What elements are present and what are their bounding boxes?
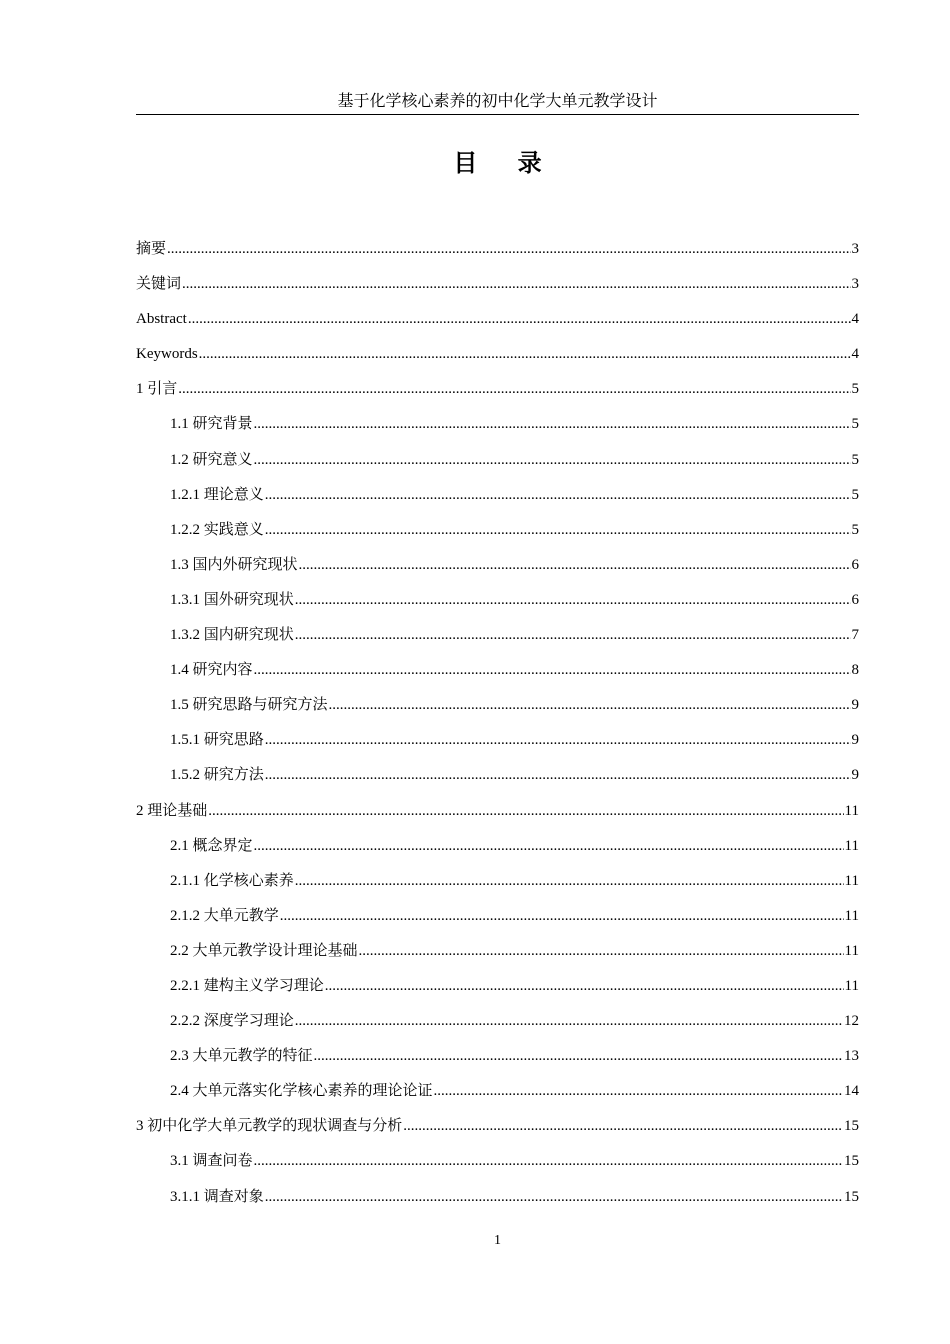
toc-entry[interactable] <box>136 1149 859 1184</box>
toc-entry[interactable] <box>136 834 859 869</box>
toc-dot-leader <box>265 483 851 507</box>
toc-entry[interactable] <box>136 377 859 412</box>
toc-entry-label: 1.5 研究思路与研究方法 <box>170 697 328 714</box>
toc-entry-label: 2.4 大单元落实化学核心素养的理论论证 <box>170 1083 433 1100</box>
toc-entry[interactable] <box>136 1185 859 1220</box>
toc-entry[interactable] <box>136 237 859 272</box>
toc-entry-page: 5 <box>851 416 859 433</box>
toc-entry-label: 1.1 研究背景 <box>170 416 253 433</box>
toc-entry-label: 1.4 研究内容 <box>170 662 253 679</box>
toc-entry-page: 15 <box>844 1188 859 1205</box>
toc-entry-label: 1.2.2 实践意义 <box>170 521 264 538</box>
toc-dot-leader <box>167 237 850 261</box>
toc-entry[interactable] <box>136 763 859 798</box>
toc-dot-leader <box>254 412 851 436</box>
toc-dot-leader <box>254 1149 843 1173</box>
toc-entry-page: 4 <box>851 311 859 328</box>
toc-entry-label: 2.1 概念界定 <box>170 837 253 854</box>
toc-entry-label: 1.3 国内外研究现状 <box>170 556 298 573</box>
toc-dot-leader <box>280 904 844 928</box>
toc-entry[interactable] <box>136 448 859 483</box>
toc-entry[interactable] <box>136 553 859 588</box>
toc-entry-page: 11 <box>844 977 859 994</box>
toc-entry[interactable] <box>136 728 859 763</box>
toc-entry-label: 2.1.1 化学核心素养 <box>170 872 294 889</box>
toc-entry[interactable] <box>136 623 859 658</box>
toc-entry-page: 15 <box>844 1153 859 1170</box>
toc-entry-label: 1.5.1 研究思路 <box>170 732 264 749</box>
toc-dot-leader <box>325 974 844 998</box>
toc-dot-leader <box>403 1114 843 1138</box>
toc-entry[interactable] <box>136 412 859 447</box>
toc-entry-label: 2.1.2 大单元教学 <box>170 907 279 924</box>
toc-entry-page: 3 <box>851 241 859 257</box>
toc-dot-leader <box>199 342 851 366</box>
toc-entry-page: 9 <box>851 697 859 714</box>
toc-dot-leader <box>182 272 850 296</box>
toc-entry-label: 3.1 调查问卷 <box>170 1153 253 1170</box>
toc-title: 目 录 <box>453 149 558 177</box>
toc-entry-page: 3 <box>851 276 859 293</box>
toc-dot-leader <box>208 799 843 823</box>
toc-dot-leader <box>265 1185 843 1209</box>
toc-entry-label: 1.5.2 研究方法 <box>170 767 264 784</box>
toc-entry[interactable] <box>136 588 859 623</box>
toc-entry[interactable] <box>136 658 859 693</box>
toc-dot-leader <box>254 834 844 858</box>
toc-entry-label: Abstract <box>136 311 187 328</box>
toc-entry-label: 关键词 <box>136 276 182 293</box>
toc-entry-page: 6 <box>851 556 859 573</box>
toc-entry-page: 6 <box>851 591 859 608</box>
toc-dot-leader <box>254 448 851 472</box>
toc-dot-leader <box>265 728 851 752</box>
toc-entry[interactable] <box>136 1009 859 1044</box>
toc-entry-page: 15 <box>844 1118 859 1135</box>
toc-entry[interactable] <box>136 693 859 728</box>
toc-entry[interactable] <box>136 904 859 939</box>
toc-entry-label: Keywords <box>136 346 198 363</box>
toc-entry[interactable] <box>136 939 859 974</box>
toc-entry[interactable] <box>136 307 859 342</box>
toc-entry-page: 5 <box>851 451 859 468</box>
toc-entry-label: 3.1.1 调查对象 <box>170 1188 264 1205</box>
toc-dot-leader <box>434 1079 843 1103</box>
toc-entry-page: 9 <box>851 732 859 749</box>
toc-dot-leader <box>329 693 851 717</box>
toc-dot-leader <box>314 1044 843 1068</box>
toc-entry-page: 11 <box>844 907 859 924</box>
toc-entry[interactable] <box>136 974 859 1009</box>
toc-entry-label: 2.2 大单元教学设计理论基础 <box>170 942 358 959</box>
toc-entry[interactable] <box>136 342 859 377</box>
toc-entry-page: 12 <box>844 1013 859 1030</box>
toc-dot-leader <box>178 377 850 401</box>
toc-dot-leader <box>265 763 851 787</box>
toc-entry-page: 9 <box>851 767 859 784</box>
toc-entry-label: 1.2 研究意义 <box>170 451 253 468</box>
toc-entry-label: 2 理论基础 <box>136 802 208 819</box>
toc-entry-page: 4 <box>851 346 859 363</box>
toc-entry-label: 3 初中化学大单元教学的现状调查与分析 <box>136 1118 403 1135</box>
toc-entry-label: 1 引言 <box>136 381 178 398</box>
table-of-contents <box>136 237 859 1220</box>
toc-entry-page: 7 <box>851 627 859 644</box>
toc-entry-label: 1.2.1 理论意义 <box>170 486 264 503</box>
toc-dot-leader <box>295 623 851 647</box>
toc-entry-label: 2.2.1 建构主义学习理论 <box>170 977 324 994</box>
toc-entry-page: 11 <box>844 872 859 889</box>
toc-entry[interactable] <box>136 1044 859 1079</box>
toc-entry-page: 5 <box>851 521 859 538</box>
toc-entry-label: 1.3.1 国外研究现状 <box>170 591 294 608</box>
toc-dot-leader <box>265 518 851 542</box>
toc-dot-leader <box>295 1009 843 1033</box>
toc-entry[interactable] <box>136 799 859 834</box>
toc-entry-page: 11 <box>844 942 859 959</box>
header-rule <box>136 114 859 115</box>
toc-entry-page: 11 <box>844 837 859 854</box>
toc-entry-label: 2.3 大单元教学的特征 <box>170 1048 313 1065</box>
toc-entry[interactable] <box>136 483 859 518</box>
toc-dot-leader <box>295 869 844 893</box>
toc-entry-label: 摘要 <box>136 241 167 257</box>
toc-dot-leader <box>299 553 851 577</box>
toc-dot-leader <box>295 588 851 612</box>
toc-entry[interactable] <box>136 1114 859 1149</box>
toc-dot-leader <box>188 307 851 331</box>
toc-entry-page: 5 <box>851 381 859 398</box>
page-number: 1 <box>494 1233 501 1248</box>
toc-entry[interactable] <box>136 518 859 553</box>
toc-entry-label: 2.2.2 深度学习理论 <box>170 1013 294 1030</box>
toc-entry-page: 8 <box>851 662 859 679</box>
toc-entry-page: 5 <box>851 486 859 503</box>
toc-entry[interactable] <box>136 1079 859 1114</box>
toc-dot-leader <box>254 658 851 682</box>
toc-entry-page: 11 <box>844 802 859 819</box>
toc-entry[interactable] <box>136 272 859 307</box>
running-header: 基于化学核心素养的初中化学大单元教学设计 <box>337 93 658 110</box>
toc-entry-page: 14 <box>844 1083 859 1100</box>
toc-dot-leader <box>359 939 844 963</box>
toc-entry-page: 13 <box>844 1048 859 1065</box>
toc-entry[interactable] <box>136 869 859 904</box>
toc-entry-label: 1.3.2 国内研究现状 <box>170 627 294 644</box>
